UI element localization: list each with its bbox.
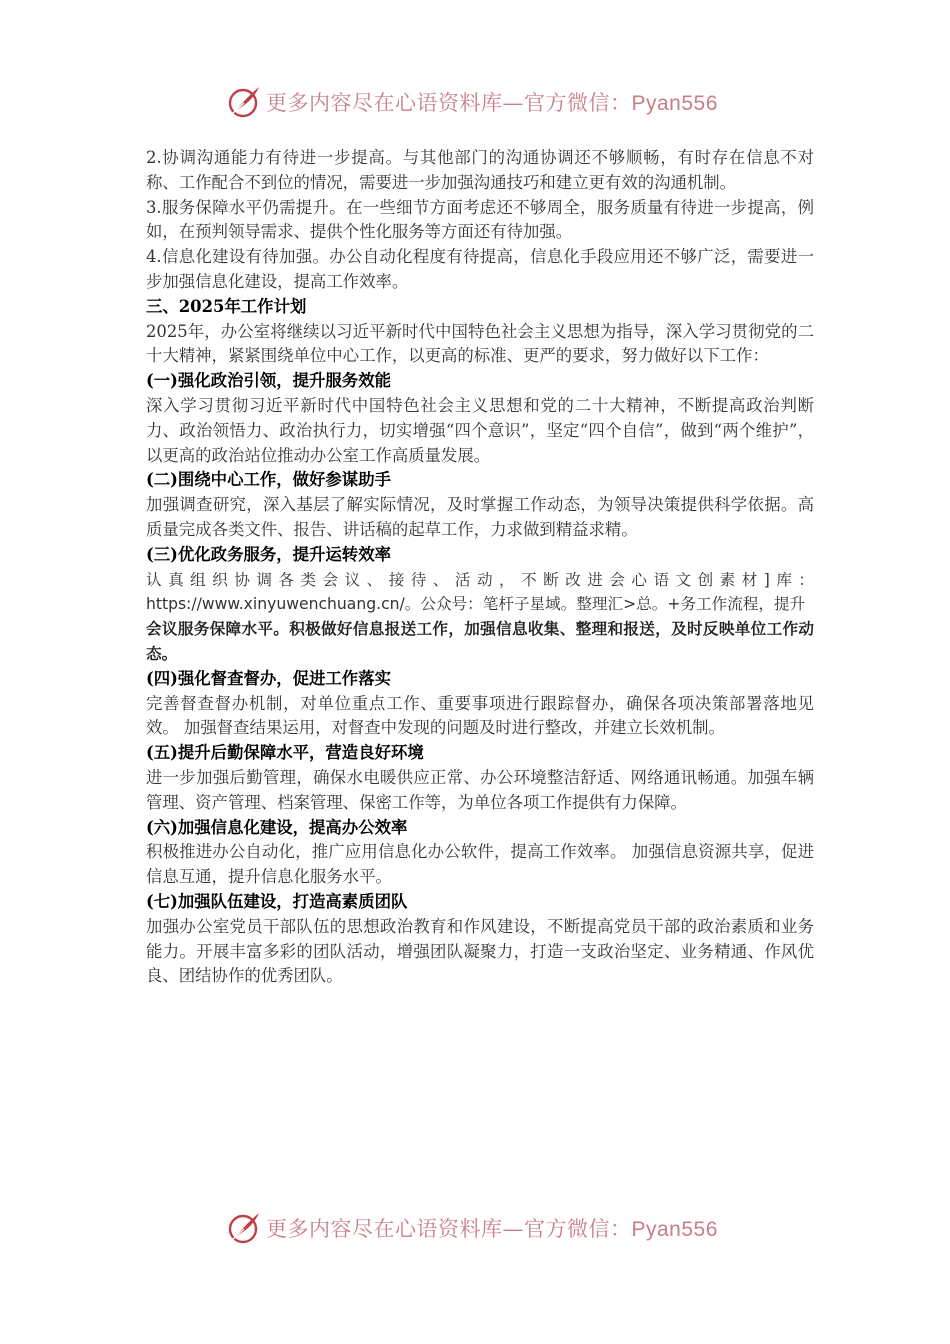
document-body xyxy=(146,146,814,989)
paragraph-3-part1: 认真组织协调各类会议、接待、活动，不断改进会心语文创素材]库：https://www.xinyuwenchuang.cn/。公众号：笔杆子星域。整理汇>总。+务工作流程，提升 xyxy=(146,570,814,614)
paragraph-4: 完善督查督办机制，对单位重点工作、重要事项进行跟踪督办，确保各项决策部署落地见效。 加强督查结果运用，对督查中发现的问题及时进行整改，并建立长效机制。 xyxy=(146,693,814,738)
subheading-5: (五)提升后勤保障水平，营造良好环境 xyxy=(146,743,424,763)
paragraph-item-2: 2.协调沟通能力有待进一步提高。与其他部门的沟通协调还不够顺畅，有时存在信息不对称、工作配合不到位的情况，需要进一步加强沟通技巧和建立更有效的沟通机制。 xyxy=(146,148,814,192)
paragraph-item-3: 3.服务保障水平仍需提升。在一些细节方面考虑还不够周全，服务质量有待进一步提高，例如，在预判领导需求、提供个性化服务等方面还有待加强。 xyxy=(146,197,814,242)
paragraph-5: 进一步加强后勤管理，确保水电暖供应正常、办公环境整洁舒适、网络通讯畅通。加强车辆管理、资产管理、档案管理、保密工作等，为单位各项工作提供有力保障。 xyxy=(146,767,814,812)
subheading-6: (六)加强信息化建设，提高办公效率 xyxy=(146,817,408,837)
paragraph-item-4: 4.信息化建设有待加强。办公自动化程度有待提高，信息化手段应用还不够广泛，需要进一步加强信息化建设，提高工作效率。 xyxy=(146,247,814,291)
watermark-banner-top xyxy=(226,82,726,122)
paragraph-1: 深入学习贯彻习近平新时代中国特色社会主义思想和党的二十大精神，不断提高政治判断力、政治领悟力、政治执行力，切实增强“四个意识”，坚定“四个自信”，做到“两个维护”，以更高的政治站位推动办公室工作高质量发展。 xyxy=(146,395,814,465)
paragraph-plan-intro: 2025年，办公室将继续以习近平新时代中国特色社会主义思想为指导，深入学习贯彻党的二十大精神，紧紧围绕单位中心工作，以更高的标准、更严的要求，努力做好以下工作： xyxy=(146,321,814,366)
subheading-2: (二)围绕中心工作，做好参谋助手 xyxy=(146,470,391,490)
subheading-7: (七)加强队伍建设，打造高素质团队 xyxy=(146,891,408,911)
paragraph-7: 加强办公室党员干部队伍的思想政治教育和作风建设，不断提高党员干部的政治素质和业务能力。开展丰富多彩的团队活动，增强团队凝聚力，打造一支政治坚定、业务精通、作风优良、团结协作的优秀团队。 xyxy=(146,916,814,986)
watermark-text: 更多内容尽在心语资料库—官方微信：Pyan556 xyxy=(266,91,718,115)
quill-logo-icon xyxy=(226,84,262,120)
subheading-4: (四)强化督查督办，促进工作落实 xyxy=(146,668,391,688)
paragraph-2: 加强调查研究，深入基层了解实际情况，及时掌握工作动态，为领导决策提供科学依据。高质量完成各类文件、报告、讲话稿的起草工作，力求做到精益求精。 xyxy=(146,495,814,539)
subheading-3: (三)优化政务服务，提升运转效率 xyxy=(146,544,391,564)
section-heading-plan: 三、2025年工作计划 xyxy=(146,296,307,316)
quill-logo-icon xyxy=(226,1210,262,1246)
subheading-1: (一)强化政治引领，提升服务效能 xyxy=(146,371,391,391)
paragraph-3-part2: 会议服务保障水平。积极做好信息报送工作，加强信息收集、整理和报送，及时反映单位工作动态。 xyxy=(146,620,814,663)
watermark-text: 更多内容尽在心语资料库—官方微信：Pyan556 xyxy=(266,1217,718,1241)
watermark-banner-bottom xyxy=(226,1208,726,1248)
paragraph-6: 积极推进办公自动化，推广应用信息化办公软件，提高工作效率。 加强信息资源共享，促进信息互通，提升信息化服务水平。 xyxy=(146,842,814,887)
